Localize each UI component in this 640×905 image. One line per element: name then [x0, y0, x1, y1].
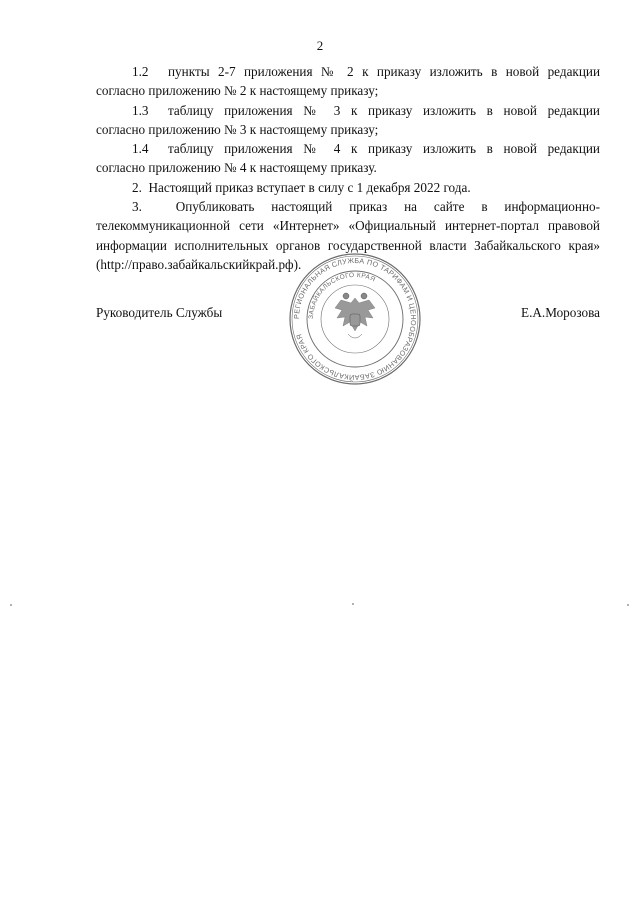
paragraph-first-line: Опубликовать настоящий приказ на сайте в информационно- — [175, 199, 600, 215]
paragraph-2 — [96, 178, 600, 197]
signer-name: Е.А.Морозова — [521, 305, 600, 320]
paragraph-first-line: Настоящий приказ вступает в силу с 1 декабря 2022 года. — [148, 179, 471, 195]
paragraph-1-3 — [96, 101, 600, 140]
official-seal-stamp — [288, 252, 422, 386]
coat-of-arms-eagle-icon — [335, 293, 375, 338]
page-number: 2 — [316, 38, 324, 53]
paragraph-number: 2. — [132, 179, 142, 195]
paragraph-rest: согласно приложению № 4 к настоящему приказу. — [96, 160, 377, 176]
paragraph-first-line: пункты 2-7 приложения № 2 к приказу изложить в новой редакции — [168, 64, 600, 79]
paragraph-rest: согласно приложению № 3 к настоящему приказу; — [96, 121, 379, 137]
paragraph-1-4 — [96, 139, 600, 178]
seal-inner-text: ЗАБАЙКАЛЬСКОГО КРАЯ — [307, 271, 377, 320]
scan-speck — [627, 604, 629, 606]
scan-speck — [10, 604, 12, 606]
seal-outer-text: РЕГИОНАЛЬНАЯ СЛУЖБА ПО ТАРИФАМ И ЦЕНООБРАЗОВАНИЮ ЗАБАЙКАЛЬСКОГО КРАЯ — [291, 255, 419, 383]
paragraph-number: 3. — [132, 199, 142, 215]
paragraph-rest: согласно приложению № 2 к настоящему приказу; — [96, 83, 379, 99]
paragraph-first-line: таблицу приложения № 4 к приказу изложить в новой редакции — [168, 141, 600, 157]
paragraph-number: 1.4 — [132, 141, 149, 157]
signer-title: Руководитель Службы — [96, 305, 223, 320]
paragraph-rest: телекоммуникационной сети «Интернет» «Официальный интернет-портал правовой информации исполнительных органов государственной власти Забайкальского края» (http://право.забайкальскийкрай.рф). — [96, 218, 600, 272]
paragraph-first-line: таблицу приложения № 3 к приказу изложить в новой редакции — [168, 102, 600, 118]
document-body — [96, 62, 600, 274]
paragraph-1-2 — [96, 62, 600, 101]
scan-speck — [352, 603, 354, 605]
paragraph-number: 1.3 — [132, 102, 149, 118]
paragraph-number: 1.2 — [132, 64, 149, 79]
